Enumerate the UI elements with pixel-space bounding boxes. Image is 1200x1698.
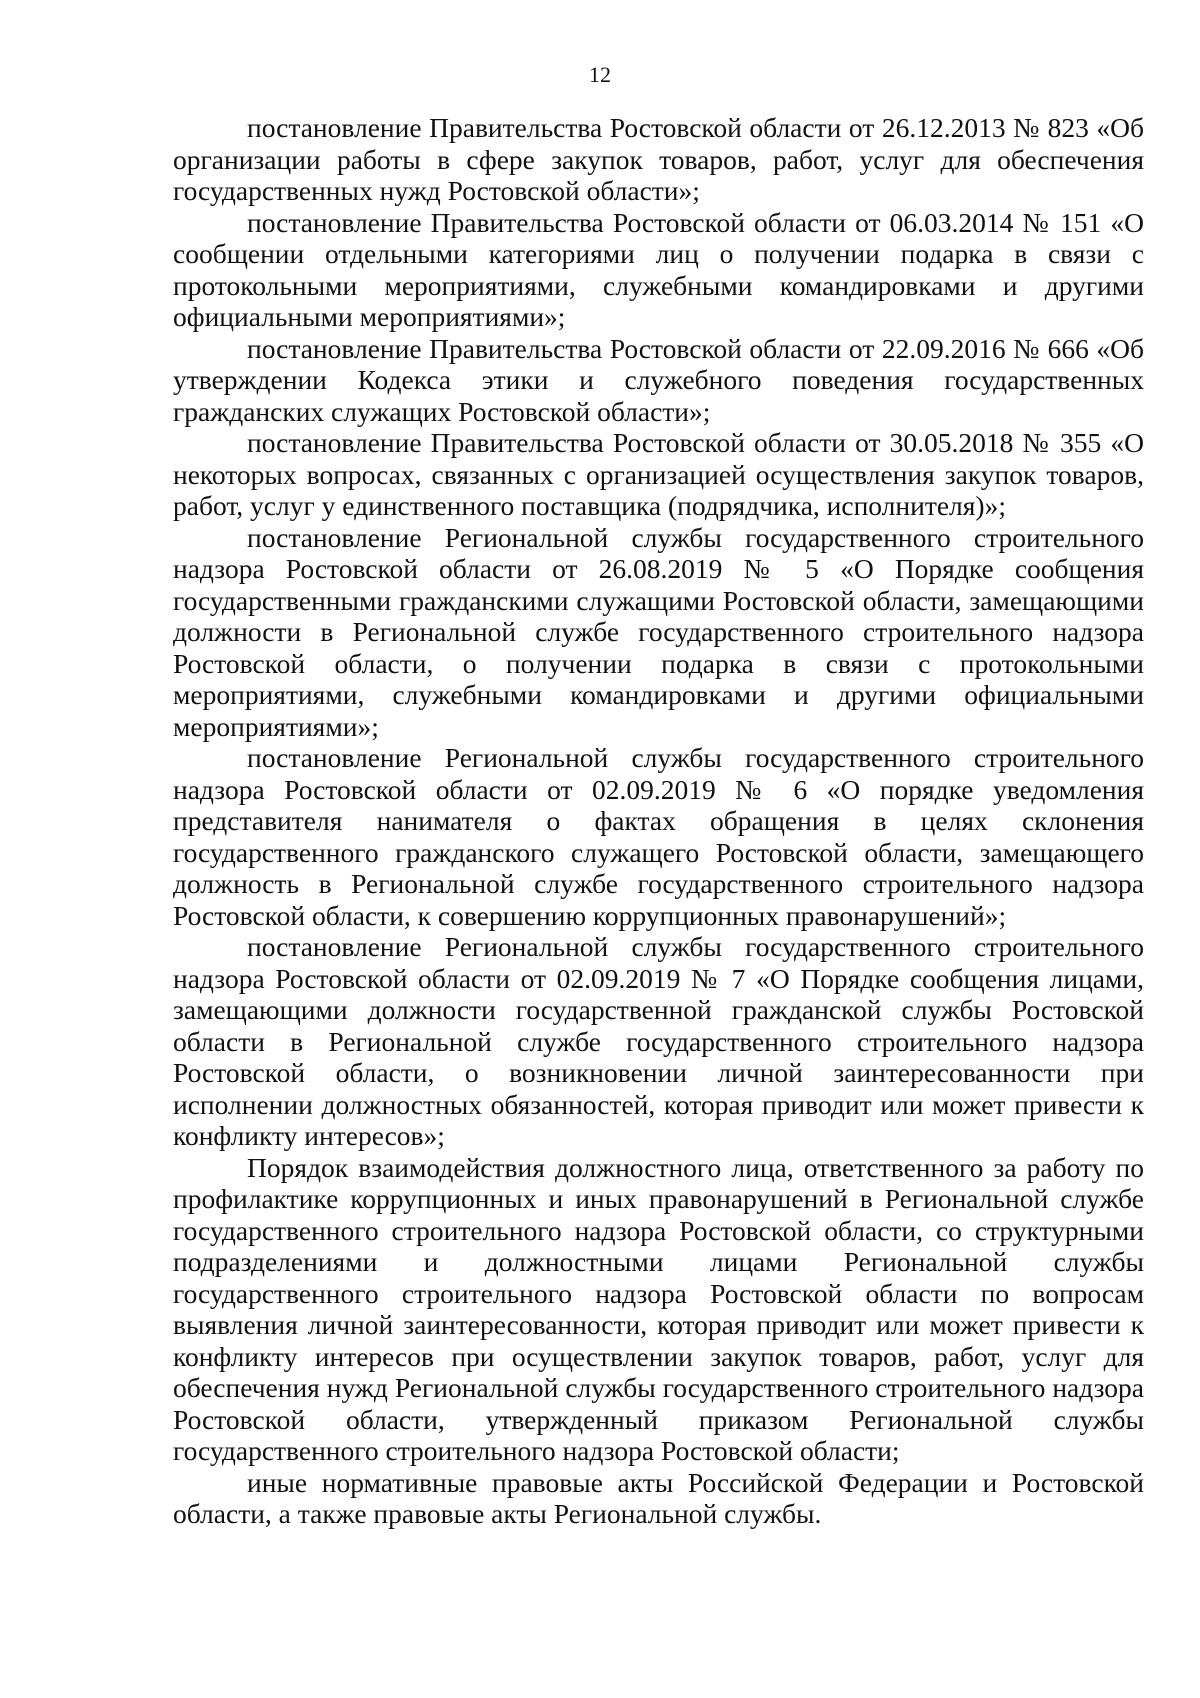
paragraph-resolution-2018-355: постановление Правительства Ростовской области от 30.05.2018 № 355 «О некоторых вопросах, связанных с организацией осуществления закупок товаров, работ, услуг у единственного поставщика (подрядчика, исполнителя)»;: [173, 427, 1144, 521]
paragraph-other-acts: иные нормативные правовые акты Российской Федерации и Ростовской области, а также правовые акты Региональной службы.: [173, 1466, 1144, 1529]
paragraph-resolution-2014-151: постановление Правительства Ростовской области от 06.03.2014 № 151 «О сообщении отдельными категориями лиц о получении подарка в связи с протокольными мероприятиями, служебными командировками и другими официальными мероприятиями»;: [173, 206, 1144, 332]
document-body: [173, 112, 1144, 1530]
paragraph-resolution-2019-6: постановление Региональной службы государственного строительного надзора Ростовской области от 02.09.2019 № 6 «О порядке уведомления представителя нанимателя о фактах обращения в целях склонения государственного гражданского служащего Ростовской области, замещающего должность в Региональной службе государственного строительного надзора Ростовской области, к совершению коррупционных правонарушений»;: [173, 742, 1144, 931]
paragraph-interaction-procedure: Порядок взаимодействия должностного лица, ответственного за работу по профилактике коррупционных и иных правонарушений в Региональной службе государственного строительного надзора Ростовской области, со структурными подразделениями и должностными лицами Региональной службы государственного строительного надзора Ростовской области по вопросам выявления личной заинтересованности, которая приводит или может привести к конфликту интересов при осуществлении закупок товаров, работ, услуг для обеспечения нужд Региональной службы государственного строительного надзора Ростовской области, утвержденный приказом Региональной службы государственного строительного надзора Ростовской области;: [173, 1151, 1144, 1466]
paragraph-resolution-2013-823: постановление Правительства Ростовской области от 26.12.2013 № 823 «Об организации работы в сфере закупок товаров, работ, услуг для обеспечения государственных нужд Ростовской области»;: [173, 112, 1144, 206]
paragraph-resolution-2019-7: постановление Региональной службы государственного строительного надзора Ростовской области от 02.09.2019 № 7 «О Порядке сообщения лицами, замещающими должности государственной гражданской службы Ростовской области в Региональной службе государственного строительного надзора Ростовской области, о возникновении личной заинтересованности при исполнении должностных обязанностей, которая приводит или может привести к конфликту интересов»;: [173, 931, 1144, 1151]
page-number: 12: [589, 62, 611, 87]
paragraph-resolution-2019-5: постановление Региональной службы государственного строительного надзора Ростовской области от 26.08.2019 № 5 «О Порядке сообщения государственными гражданскими служащими Ростовской области, замещающими должности в Региональной службе государственного строительного надзора Ростовской области, о получении подарка в связи с протокольными мероприятиями, служебными командировками и другими официальными мероприятиями»;: [173, 521, 1144, 742]
paragraph-resolution-2016-666: постановление Правительства Ростовской области от 22.09.2016 № 666 «Об утверждении Кодекса этики и служебного поведения государственных гражданских служащих Ростовской области»;: [173, 332, 1144, 427]
